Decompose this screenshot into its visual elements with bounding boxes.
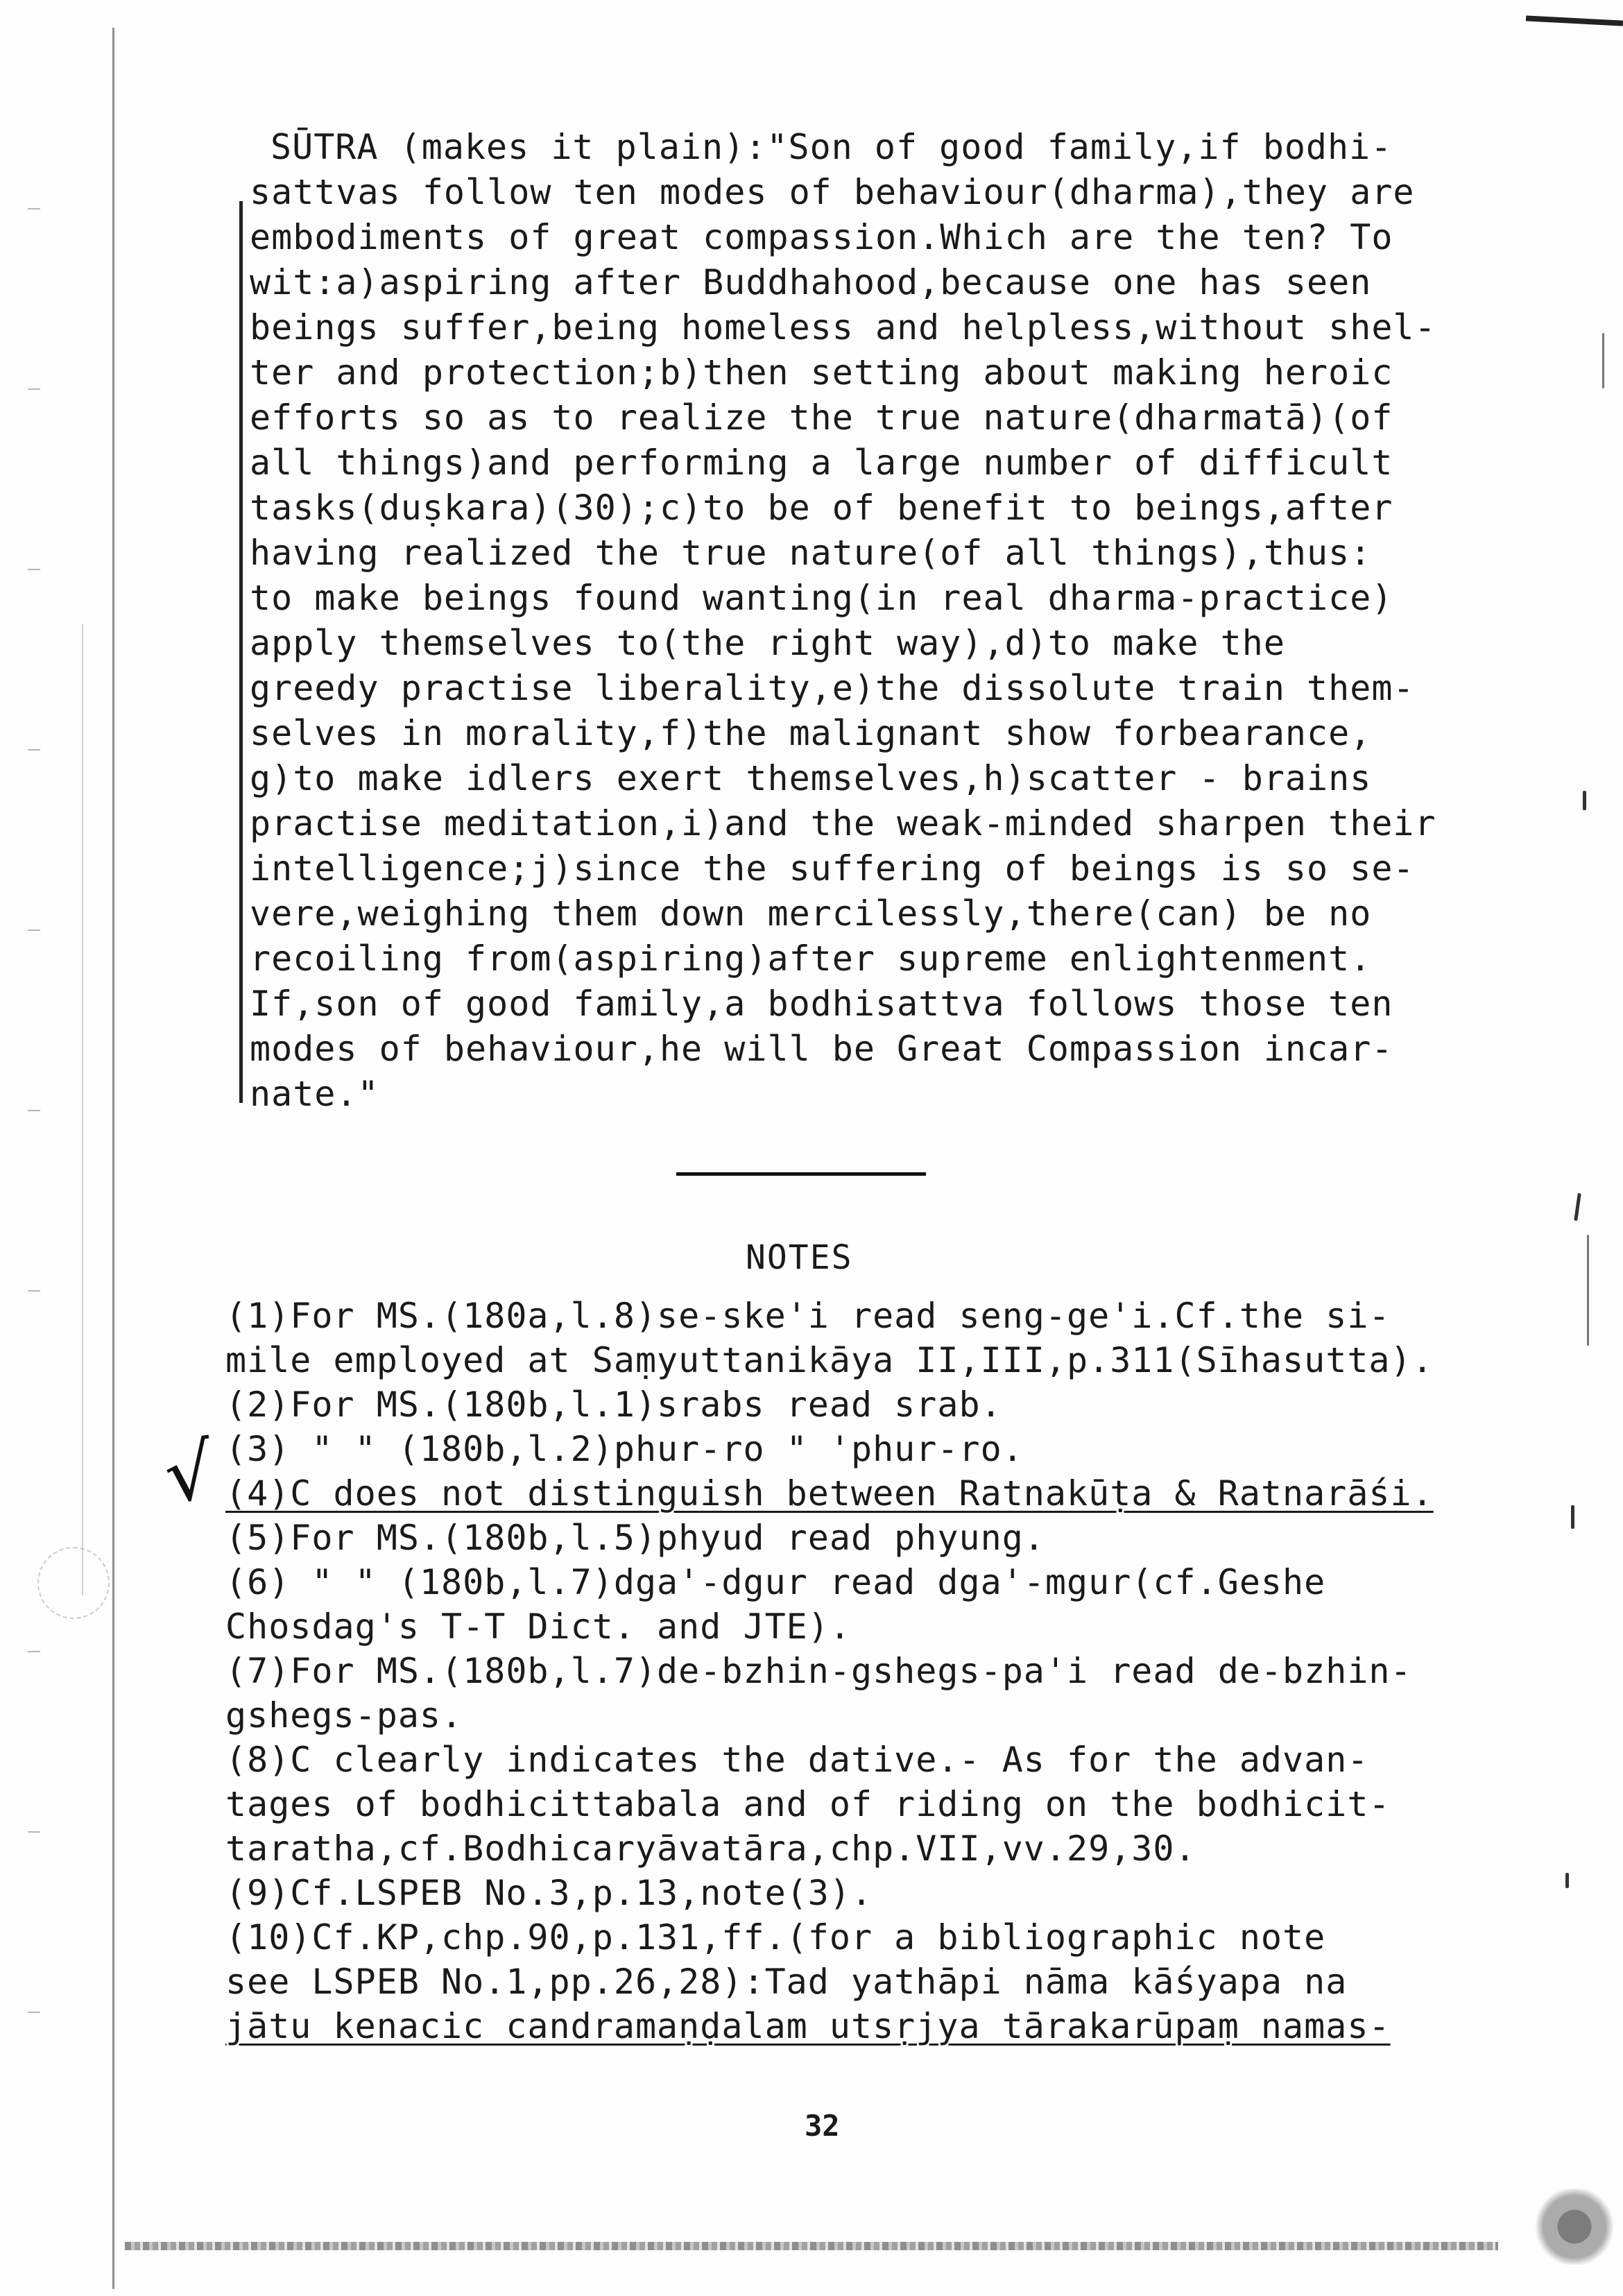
note-line: (10)Cf.KP,chp.90,p.131,ff.(for a bibliographic note bbox=[225, 1917, 1326, 1957]
margin-tick bbox=[28, 388, 40, 390]
scan-blot bbox=[1533, 2188, 1616, 2265]
scan-speck bbox=[1602, 333, 1604, 388]
scan-edge-line bbox=[112, 28, 114, 2289]
note-line: tages of bodhicittabala and of riding on the bodhicit- bbox=[225, 1784, 1391, 1824]
sutra-passage bbox=[250, 125, 1519, 1117]
scan-speck bbox=[1571, 1505, 1574, 1529]
scan-smudge-top-right bbox=[1526, 15, 1623, 26]
margin-tick bbox=[28, 2012, 40, 2013]
scan-edge-line-faint bbox=[82, 624, 83, 1595]
sutra-line: modes of behaviour,he will be Great Compassion incar- bbox=[250, 1029, 1393, 1069]
scan-speck bbox=[1587, 1235, 1589, 1346]
note-line: (2)For MS.(180b,l.1)srabs read srab. bbox=[225, 1385, 1002, 1425]
sutra-line: embodiments of great compassion.Which are the ten? To bbox=[250, 217, 1393, 257]
sutra-line: beings suffer,being homeless and helpless,without shel- bbox=[250, 307, 1436, 348]
sutra-line: all things)and performing a large number of difficult bbox=[250, 443, 1393, 483]
sutra-line: having realized the true nature(of all things),thus: bbox=[250, 533, 1372, 573]
sutra-line: wit:a)aspiring after Buddhahood,because one has seen bbox=[250, 262, 1372, 302]
note-line: (6) " " (180b,l.7)dga'-dgur read dga'-mgur(cf.Geshe bbox=[225, 1562, 1326, 1602]
sutra-line: to make beings found wanting(in real dharma-practice) bbox=[250, 578, 1393, 618]
margin-tick bbox=[28, 569, 40, 570]
section-divider bbox=[676, 1172, 926, 1176]
margin-tick bbox=[28, 1290, 40, 1292]
scan-speck bbox=[1583, 791, 1586, 810]
margin-check-mark: √ bbox=[159, 1425, 220, 1521]
scan-speck bbox=[1565, 1873, 1569, 1888]
margin-tick bbox=[28, 1831, 40, 1833]
note-line: (8)C clearly indicates the dative.- As for the advan- bbox=[225, 1740, 1369, 1780]
note-line: gshegs-pas. bbox=[225, 1695, 463, 1736]
sutra-line: If,son of good family,a bodhisattva follows those ten bbox=[250, 984, 1393, 1024]
sutra-line: sattvas follow ten modes of behaviour(dharma),they are bbox=[250, 172, 1415, 212]
scan-bottom-band bbox=[125, 2242, 1498, 2250]
scan-speck bbox=[1574, 1193, 1581, 1221]
notes-heading: NOTES bbox=[746, 1238, 853, 1277]
sutra-line: recoiling from(aspiring)after supreme enlightenment. bbox=[250, 939, 1372, 979]
note-line: (5)For MS.(180b,l.5)phyud read phyung. bbox=[225, 1518, 1045, 1558]
sutra-line: g)to make idlers exert themselves,h)scatter - brains bbox=[250, 758, 1372, 798]
margin-tick bbox=[28, 1110, 40, 1111]
sutra-line: practise meditation,i)and the weak-minded sharpen their bbox=[250, 803, 1436, 843]
margin-tick bbox=[28, 1651, 40, 1652]
sutra-line: nate." bbox=[250, 1074, 379, 1114]
margin-tick bbox=[28, 208, 40, 209]
sutra-side-bar bbox=[239, 201, 243, 1103]
note-line: (4)C does not distinguish between Ratnakūṭa & Ratnarāśi. bbox=[225, 1473, 1434, 1514]
sutra-line: tasks(duṣkara)(30);c)to be of benefit to beings,after bbox=[250, 488, 1393, 528]
sutra-line: apply themselves to(the right way),d)to make the bbox=[250, 623, 1285, 663]
note-line: Chosdag's T-T Dict. and JTE). bbox=[225, 1607, 851, 1647]
margin-tick bbox=[28, 929, 40, 931]
margin-tick bbox=[28, 749, 40, 751]
note-line: (9)Cf.LSPEB No.3,p.13,note(3). bbox=[225, 1873, 873, 1913]
punch-hole bbox=[37, 1547, 110, 1619]
page-number: 32 bbox=[805, 2109, 840, 2143]
sutra-line: efforts so as to realize the true nature(dharmatā)(of bbox=[250, 397, 1393, 438]
notes-list bbox=[225, 1294, 1529, 2048]
sutra-line: greedy practise liberality,e)the dissolute train them- bbox=[250, 668, 1415, 708]
note-line: jātu kenacic candramaṇḍalam utsṛjya tārakarūpaṃ namas- bbox=[225, 2006, 1391, 2046]
note-line: (1)For MS.(180a,l.8)se-ske'i read seng-ge'i.Cf.the si- bbox=[225, 1296, 1391, 1336]
sutra-line: vere,weighing them down mercilessly,there(can) be no bbox=[250, 893, 1372, 934]
sutra-line: ter and protection;b)then setting about making heroic bbox=[250, 352, 1393, 393]
note-line: (7)For MS.(180b,l.7)de-bzhin-gshegs-pa'i read de-bzhin- bbox=[225, 1651, 1412, 1691]
note-line: taratha,cf.Bodhicaryāvatāra,chp.VII,vv.29,30. bbox=[225, 1828, 1196, 1869]
note-line: (3) " " (180b,l.2)phur-ro " 'phur-ro. bbox=[225, 1429, 1024, 1469]
note-line: see LSPEB No.1,pp.26,28):Tad yathāpi nāma kāśyapa na bbox=[225, 1962, 1348, 2002]
sutra-line: selves in morality,f)the malignant show forbearance, bbox=[250, 713, 1372, 753]
sutra-line: SŪTRA (makes it plain):"Son of good family,if bodhi- bbox=[270, 127, 1393, 167]
note-line: mile employed at Saṃyuttanikāya II,III,p.311(Sīhasutta). bbox=[225, 1340, 1434, 1380]
sutra-line: intelligence;j)since the suffering of beings is so se- bbox=[250, 848, 1415, 889]
